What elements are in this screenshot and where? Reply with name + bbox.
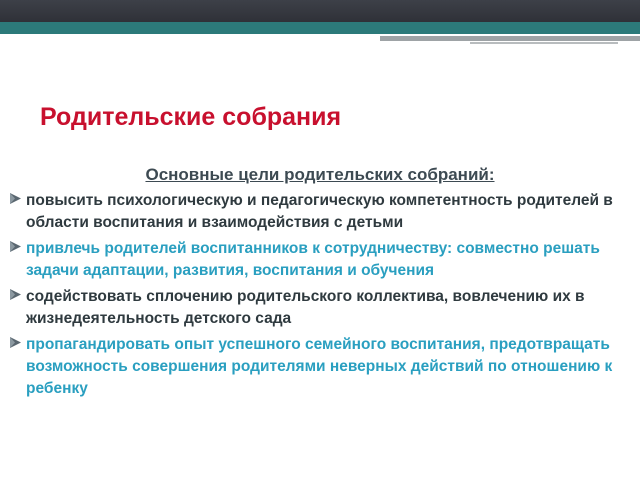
arrow-bullet-icon bbox=[10, 337, 21, 348]
arrow-bullet-icon bbox=[10, 241, 21, 252]
list-item-text: привлечь родителей воспитанников к сотрудничеству: совместно решать задачи адаптации, развития, воспитания и обучения bbox=[26, 240, 600, 279]
list-item bbox=[10, 238, 632, 282]
arrow-bullet-icon bbox=[10, 289, 21, 300]
list-item bbox=[10, 334, 632, 400]
bullet-list bbox=[10, 190, 632, 404]
header-bar bbox=[0, 0, 640, 22]
decorative-line bbox=[380, 36, 640, 41]
subtitle-text: Основные цели родительских собраний: bbox=[145, 165, 495, 184]
list-item bbox=[10, 286, 632, 330]
header-band bbox=[0, 22, 640, 34]
decorative-line bbox=[470, 42, 618, 44]
list-item bbox=[10, 190, 632, 234]
list-item-text: содействовать сплочению родительского коллектива, вовлечению их в жизнедеятельность детского сада bbox=[26, 288, 585, 327]
list-item-text: повысить психологическую и педагогическую компетентность родителей в области воспитания и взаимодействия с детьми bbox=[26, 192, 613, 231]
arrow-bullet-icon bbox=[10, 193, 21, 204]
slide-title: Родительские собрания bbox=[40, 103, 342, 131]
slide-subtitle bbox=[0, 165, 640, 185]
list-item-text: пропагандировать опыт успешного семейного воспитания, предотвращать возможность совершения родителями неверных действий по отношению к ребенку bbox=[26, 336, 613, 397]
